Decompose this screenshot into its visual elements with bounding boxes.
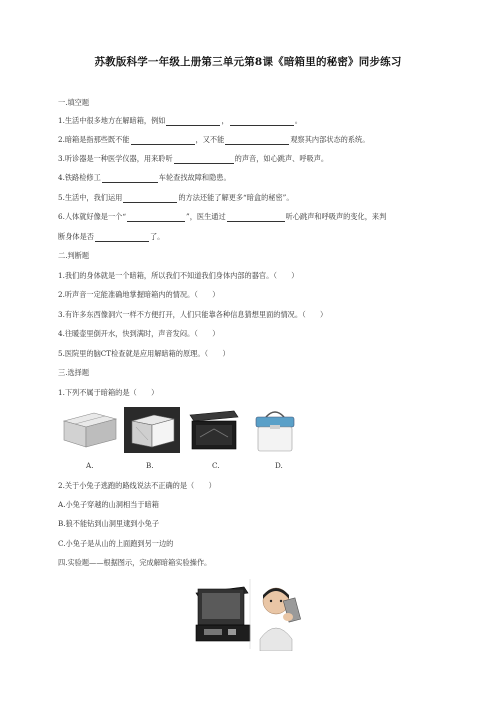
question-text: 。 xyxy=(294,116,302,125)
question-4 xyxy=(58,173,231,183)
question-text: ，又不能 xyxy=(195,135,225,144)
black-case-icon xyxy=(186,407,240,453)
option-b-image[interactable] xyxy=(124,407,180,453)
section-heading-choice: 三.选择题 xyxy=(58,368,90,377)
question-text: 了。 xyxy=(149,232,165,241)
option-a-image[interactable] xyxy=(58,407,120,451)
question-1 xyxy=(58,116,302,126)
answer-blank[interactable] xyxy=(174,155,234,164)
question-text: 车轮查找故障和隐患。 xyxy=(158,173,231,182)
question-text: 6.人体就好像是一个“ xyxy=(58,212,127,221)
choice-option[interactable]: C.小兔子是从山的上面跑到另一边的 xyxy=(58,539,174,548)
judge-item: 5.医院里的脑CT检查就是应用解暗箱的原理。（ ） xyxy=(58,349,230,358)
question-text: 1.生活中很多地方在解暗箱，例如 xyxy=(58,116,166,125)
choice-option[interactable]: A.小兔子穿越的山洞相当于暗箱 xyxy=(58,500,159,509)
question-text: 听心跳声和呼吸声的变化，来判 xyxy=(285,212,387,221)
judge-item: 2.听声音一定能准确地掌握暗箱内的情况。（ ） xyxy=(58,290,220,299)
black-box-experiment-icon xyxy=(190,579,310,651)
choice-question-2: 2.关于小兔子逃跑的路线说法不正确的是（ ） xyxy=(58,481,216,490)
answer-blank[interactable] xyxy=(230,117,294,126)
page-title: 苏教版科学一年级上册第三单元第8课《暗箱里的秘密》同步练习 xyxy=(94,56,402,68)
cooler-box-icon xyxy=(252,407,298,455)
question-text: 断身体是否 xyxy=(58,232,94,241)
question-6-continued xyxy=(58,232,164,242)
question-2 xyxy=(58,135,369,145)
answer-blank[interactable] xyxy=(123,194,177,203)
question-text: 3.听诊器是一种医学仪器，用来聆听 xyxy=(58,154,173,163)
question-text: 4.铁路检修工 xyxy=(58,173,101,182)
option-label: D. xyxy=(275,461,283,470)
option-label: C. xyxy=(212,461,220,470)
section-heading-experiment: 四.实验题——根据图示，完成解暗箱实验操作。 xyxy=(58,558,212,567)
answer-blank[interactable] xyxy=(166,117,220,126)
question-text: 观察其内部状态的系统。 xyxy=(290,135,370,144)
choice-option[interactable]: B.狼不能钻到山洞里逮到小兔子 xyxy=(58,519,160,528)
choice-question-1: 1.下列不属于暗箱的是（ ） xyxy=(58,388,159,397)
answer-blank[interactable] xyxy=(225,136,289,145)
question-text: ， xyxy=(221,116,229,125)
judge-item: 1.我们的身体就是一个暗箱，所以我们不知道我们身体内部的器官。（ ） xyxy=(58,271,299,280)
question-3 xyxy=(58,154,328,164)
judge-item: 4.往暖壶里倒开水，快到满时，声音发闷。（ ） xyxy=(58,329,220,338)
option-label: A. xyxy=(86,461,94,470)
option-d-image[interactable] xyxy=(252,407,298,455)
question-text: 的声音，如心跳声、呼吸声。 xyxy=(234,154,329,163)
option-label: B. xyxy=(146,461,154,470)
section-heading-fill: 一.填空题 xyxy=(58,98,90,107)
question-text: 2.暗箱是指那些既不能 xyxy=(58,135,130,144)
glass-box-icon xyxy=(124,407,180,453)
judge-item: 3.有许多东西像洞穴一样不方便打开，人们只能靠各种信息猜想里面的情况。（ ） xyxy=(58,310,328,319)
question-5 xyxy=(58,193,294,203)
answer-blank[interactable] xyxy=(127,213,185,222)
option-c-image[interactable] xyxy=(186,407,240,453)
cardboard-box-icon xyxy=(58,407,120,451)
answer-blank[interactable] xyxy=(131,136,195,145)
experiment-image xyxy=(190,579,310,651)
section-heading-judge: 二.判断题 xyxy=(58,251,90,260)
question-6 xyxy=(58,212,386,222)
question-text: 5.生活中，我们运用 xyxy=(58,193,123,202)
answer-blank[interactable] xyxy=(95,233,149,242)
answer-blank[interactable] xyxy=(227,213,285,222)
answer-blank[interactable] xyxy=(102,174,158,183)
question-text: 的方法还能了解更多“暗盒的秘密”。 xyxy=(178,193,294,202)
question-text: ”，医生通过 xyxy=(186,212,226,221)
